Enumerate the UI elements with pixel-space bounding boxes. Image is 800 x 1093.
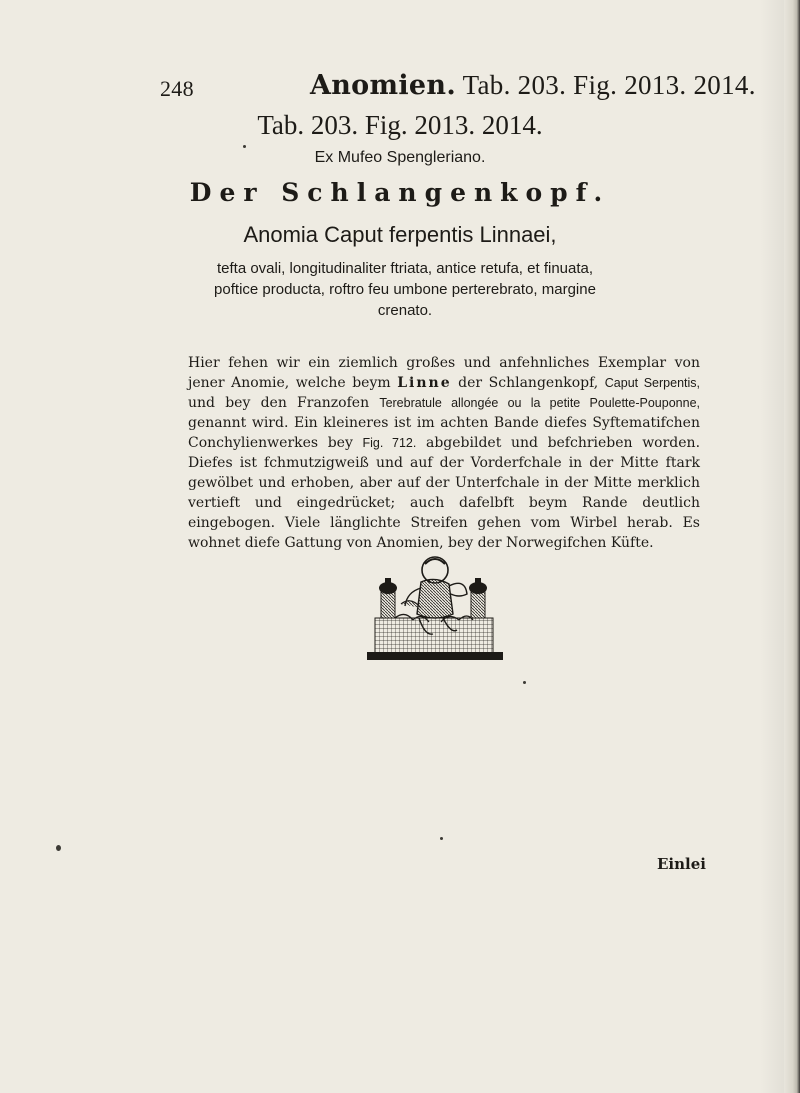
paper-speck	[243, 145, 246, 148]
german-species-title: Der Schlangenkopf.	[189, 178, 611, 207]
page-number: 248	[160, 76, 194, 101]
figure-reference: Fig. 712.	[362, 436, 417, 450]
body-text-part: und bey den Franzofen	[188, 395, 380, 411]
author-name: Linne	[397, 375, 452, 391]
body-paragraph	[188, 353, 700, 553]
body-text-part: der Schlangenkopf,	[451, 375, 605, 391]
running-plate-reference: Tab. 203. Fig. 2013. 2014.	[462, 70, 756, 100]
latin-description: tefta ovali, longitudinaliter ftriata, antice retufa, et finuata, poftice producta, roftro feu umbone perterebrato, margine crenato.	[214, 260, 596, 319]
paper-speck	[56, 845, 61, 851]
cherub-vignette-illustration	[355, 548, 515, 676]
french-name: Terebratule allongée ou la petite Poulette-Pouponne,	[379, 396, 700, 410]
running-title-word: Anomien.	[310, 70, 457, 101]
collection-source: Ex Mufeo Spengleriano.	[314, 149, 486, 166]
catchword: Einlei	[657, 855, 706, 873]
paper-speck	[440, 837, 443, 840]
running-title	[310, 70, 756, 101]
body-text-part: Hier fehen wir ein ziemlich großes und anfehnliches Exemplar von jener Anomie, welche beym	[188, 355, 700, 391]
latin-name: Caput Serpentis,	[604, 376, 700, 390]
body-text-part: genannt wird. Ein kleineres ist im achten Bande diefes Syftematifchen Conchylienwerkes bey	[188, 415, 700, 451]
plate-reference: Tab. 203. Fig. 2013. 2014.	[257, 110, 543, 140]
body-text-part: abgebildet und befchrieben worden. Diefes ist fchmutzigweiß und auf der Vorderfchale in der Mitte ftark gewölbet und erhoben, aber auf der Unterfchale in der Mitte merklich vertieft und eingedrücket; auch dafelbft beym Rande deutlich eingebogen. Viele länglichte Streifen gehen vom Wirbel herab. Es wohnet diefe Gattung von Anomien, bey der Norwegifchen Küfte.	[188, 435, 701, 551]
paper-speck	[523, 681, 526, 684]
latin-species-title: Anomia Caput ferpentis Linnaei,	[243, 222, 557, 247]
